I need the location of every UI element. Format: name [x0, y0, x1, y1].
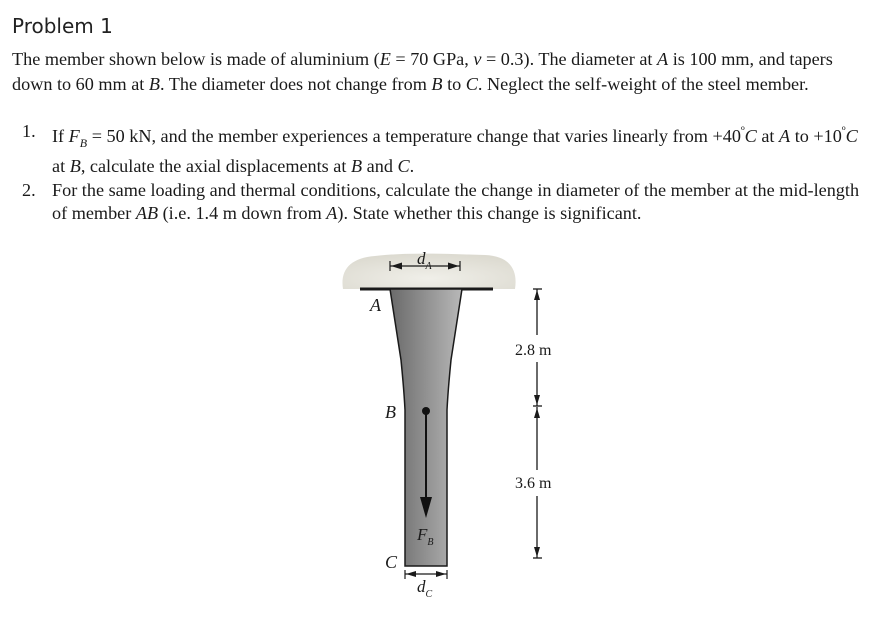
point-label-C: C — [385, 552, 398, 572]
point-label-A: A — [370, 295, 381, 315]
problem-title: Problem 1 — [12, 14, 113, 38]
question-1: 1. If $F_B = 50$ kN, and the member experiences a temperature change that varies linearly from $+40^ºC$ at A to $+10^ºC$ at B, calculate the axial displacements at B and C. — [22, 121, 858, 177]
dimension-dC — [405, 570, 447, 579]
point-label-B: B — [385, 402, 396, 422]
force-label-FB: $F_B$ — [417, 525, 434, 548]
problem-statement: The member shown below is made of aluminium (E = 70 GPa, ν = 0.3). The diameter at A is 100 mm, and tapers down to 60 mm at B. The diameter does not change from B to C. Neglect the self-weight of the steel member. — [12, 49, 833, 94]
question-2: 2. For the same loading and thermal conditions, calculate the change in diameter of the member at the mid-length of member AB (i.e. 1.4 m down from A). State whether this change is significant. — [22, 179, 860, 224]
dimension-label-AB: 2.8 m — [515, 342, 552, 359]
dC-label: $d_C$ — [417, 577, 433, 600]
dimension-label-BC: 3.6 m — [515, 475, 552, 492]
dA-label: $d_A$ — [417, 249, 432, 272]
